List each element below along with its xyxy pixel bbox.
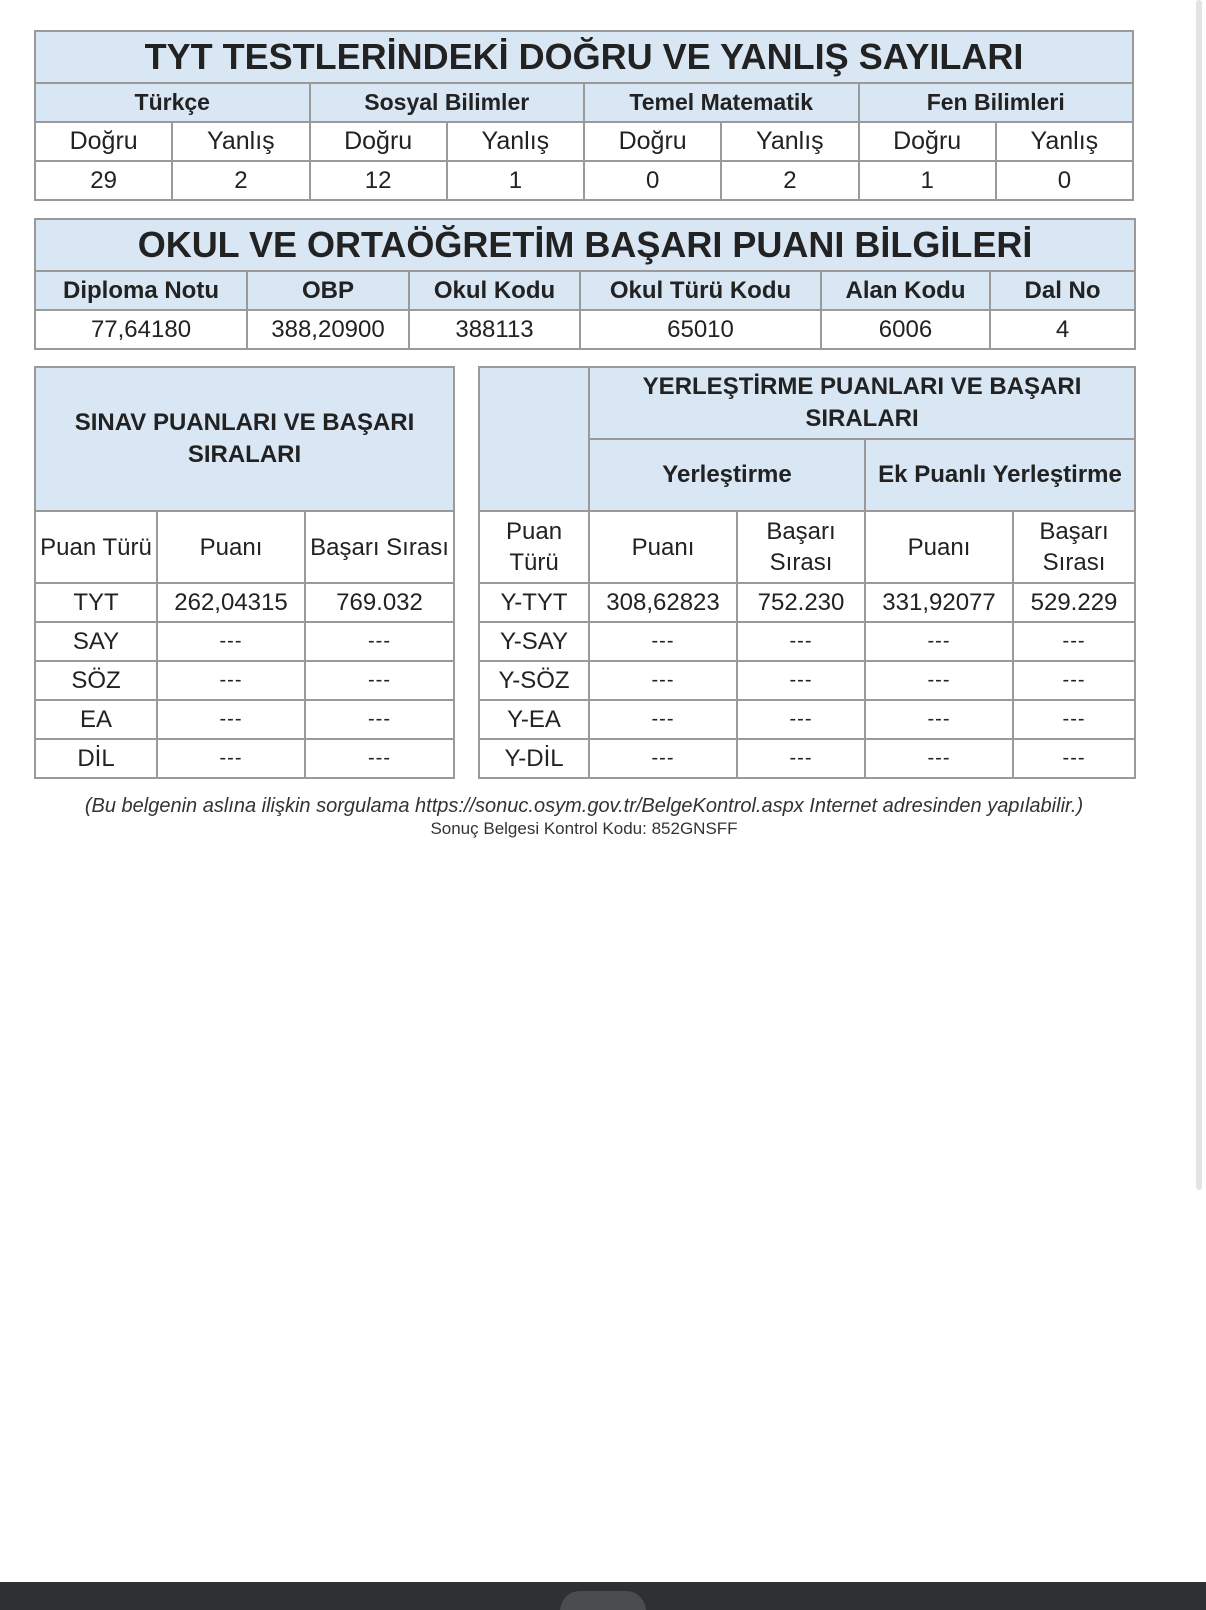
- table-gap: [454, 739, 479, 778]
- count-value: 2: [172, 161, 309, 200]
- score-type: SÖZ: [35, 661, 157, 700]
- school-type-value: 65010: [580, 310, 821, 349]
- subject-sosyal: Sosyal Bilimler: [310, 83, 585, 122]
- score-type: DİL: [35, 739, 157, 778]
- y-score-type: Y-SAY: [479, 622, 589, 661]
- score-type-header: Puan Türü: [35, 511, 157, 583]
- count-label: Yanlış: [447, 122, 584, 161]
- y-score-type: Y-DİL: [479, 739, 589, 778]
- table-gap: [454, 511, 479, 583]
- home-handle[interactable]: [560, 1591, 646, 1610]
- school-type-header: Okul Türü Kodu: [580, 271, 821, 310]
- count-label: Doğru: [859, 122, 996, 161]
- extra-score-value: ---: [865, 622, 1013, 661]
- verification-note: (Bu belgenin aslına ilişkin sorgulama https://sonuc.osym.gov.tr/BelgeKontrol.aspx Internet adresinden yapılabilir.): [84, 795, 1084, 817]
- y-rank-value: ---: [737, 661, 865, 700]
- score-value: 262,04315: [157, 583, 305, 622]
- count-label: Yanlış: [996, 122, 1133, 161]
- count-label: Doğru: [310, 122, 447, 161]
- score-type: TYT: [35, 583, 157, 622]
- count-value: 1: [859, 161, 996, 200]
- control-code: Sonuç Belgesi Kontrol Kodu: 852GNSFF: [430, 819, 738, 838]
- count-value: 29: [35, 161, 172, 200]
- table-gap: [454, 700, 479, 739]
- y-score-header: Puanı: [589, 511, 737, 583]
- extra-rank-value: ---: [1013, 739, 1135, 778]
- table-gap: [454, 367, 479, 511]
- y-score-type: Y-TYT: [479, 583, 589, 622]
- table-gap: [454, 622, 479, 661]
- score-type: SAY: [35, 622, 157, 661]
- score-value: ---: [157, 622, 305, 661]
- extra-rank-value: 529.229: [1013, 583, 1135, 622]
- extra-score-value: ---: [865, 661, 1013, 700]
- y-score-value: ---: [589, 661, 737, 700]
- table-row: [35, 622, 1135, 661]
- y-rank-value: ---: [737, 739, 865, 778]
- rank-header: Başarı Sırası: [305, 511, 454, 583]
- subject-fen: Fen Bilimleri: [859, 83, 1134, 122]
- placement-scores-title: YERLEŞTİRME PUANLARI VE BAŞARI SIRALARI: [589, 367, 1135, 439]
- count-value: 0: [584, 161, 721, 200]
- extra-score-header: Puanı: [865, 511, 1013, 583]
- table-row: [35, 583, 1135, 622]
- y-rank-value: ---: [737, 700, 865, 739]
- rank-value: ---: [305, 739, 454, 778]
- school-info-table: [34, 218, 1136, 350]
- table-gap: [454, 583, 479, 622]
- y-rank-header: Başarı Sırası: [737, 511, 865, 583]
- tyt-counts-table: [34, 30, 1134, 201]
- diploma-header: Diploma Notu: [35, 271, 247, 310]
- count-label: Doğru: [584, 122, 721, 161]
- school-code-value: 388113: [409, 310, 580, 349]
- count-label: Yanlış: [172, 122, 309, 161]
- count-value: 2: [721, 161, 858, 200]
- rank-value: 769.032: [305, 583, 454, 622]
- y-score-type: Y-EA: [479, 700, 589, 739]
- exam-scores-title: SINAV PUANLARI VE BAŞARI SIRALARI: [35, 367, 454, 511]
- placement-header: Yerleştirme: [589, 439, 865, 511]
- y-score-value: 308,62823: [589, 583, 737, 622]
- field-code-header: Alan Kodu: [821, 271, 990, 310]
- subject-matematik: Temel Matematik: [584, 83, 859, 122]
- score-value: ---: [157, 739, 305, 778]
- extra-rank-value: ---: [1013, 700, 1135, 739]
- vertical-scrollbar[interactable]: [1196, 0, 1202, 1190]
- field-code-value: 6006: [821, 310, 990, 349]
- y-score-type-header: Puan Türü: [479, 511, 589, 583]
- obp-header: OBP: [247, 271, 409, 310]
- score-header: Puanı: [157, 511, 305, 583]
- rank-value: ---: [305, 700, 454, 739]
- obp-value: 388,20900: [247, 310, 409, 349]
- extra-placement-header: Ek Puanlı Yerleştirme: [865, 439, 1135, 511]
- diploma-value: 77,64180: [35, 310, 247, 349]
- y-rank-value: 752.230: [737, 583, 865, 622]
- table-row: [35, 661, 1135, 700]
- branch-no-value: 4: [990, 310, 1135, 349]
- extra-rank-value: ---: [1013, 661, 1135, 700]
- count-value: 12: [310, 161, 447, 200]
- tyt-counts-title: TYT TESTLERİNDEKİ DOĞRU VE YANLIŞ SAYILARI: [35, 31, 1133, 83]
- y-score-type: Y-SÖZ: [479, 661, 589, 700]
- y-score-value: ---: [589, 739, 737, 778]
- result-document: [34, 30, 1134, 839]
- count-label: Yanlış: [721, 122, 858, 161]
- table-row: [35, 739, 1135, 778]
- extra-rank-header: Başarı Sırası: [1013, 511, 1135, 583]
- count-label: Doğru: [35, 122, 172, 161]
- scores-table: [34, 366, 1136, 779]
- empty-header-cell: [479, 367, 589, 511]
- y-rank-value: ---: [737, 622, 865, 661]
- extra-score-value: 331,92077: [865, 583, 1013, 622]
- extra-rank-value: ---: [1013, 622, 1135, 661]
- rank-value: ---: [305, 622, 454, 661]
- school-info-title: OKUL VE ORTAÖĞRETİM BAŞARI PUANI BİLGİLERİ: [35, 219, 1135, 271]
- school-code-header: Okul Kodu: [409, 271, 580, 310]
- extra-score-value: ---: [865, 739, 1013, 778]
- count-value: 0: [996, 161, 1133, 200]
- score-value: ---: [157, 661, 305, 700]
- subject-turkce: Türkçe: [35, 83, 310, 122]
- table-gap: [454, 661, 479, 700]
- score-value: ---: [157, 700, 305, 739]
- table-row: [35, 700, 1135, 739]
- branch-no-header: Dal No: [990, 271, 1135, 310]
- count-value: 1: [447, 161, 584, 200]
- rank-value: ---: [305, 661, 454, 700]
- y-score-value: ---: [589, 622, 737, 661]
- score-type: EA: [35, 700, 157, 739]
- extra-score-value: ---: [865, 700, 1013, 739]
- y-score-value: ---: [589, 700, 737, 739]
